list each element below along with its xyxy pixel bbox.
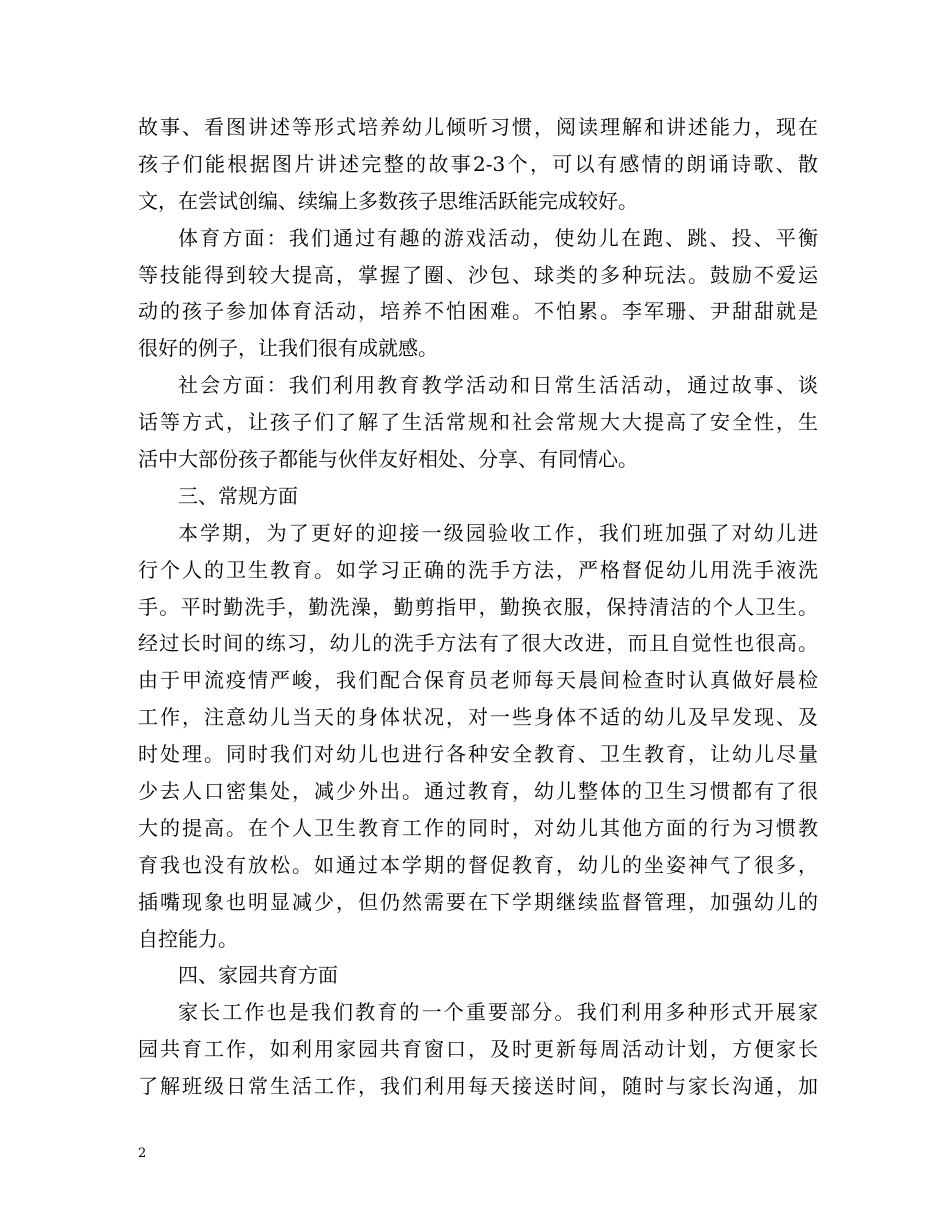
text-line: 插嘴现象也明显减少，但仍然需要在下学期继续监督管理，加强幼儿的	[138, 889, 818, 914]
text-line: 文，在尝试创编、续编上多数孩子思维活跃能完成较好。	[138, 188, 638, 213]
text-line: 工作，注意幼儿当天的身体状况，对一些身体不适的幼儿及早发现、及	[138, 705, 818, 730]
text-line: 很好的例子，让我们很有成就感。	[138, 336, 438, 361]
text-line: 孩子们能根据图片讲述完整的故事2-3个，可以有感情的朗诵诗歌、散	[138, 151, 818, 176]
body-text	[138, 109, 818, 1105]
page-number: 2	[138, 1146, 147, 1161]
section-heading: 四、家园共育方面	[178, 963, 338, 988]
text-line: 少去人口密集处，减少外出。通过教育，幼儿整体的卫生习惯都有了很	[138, 779, 818, 804]
text-line: 故事、看图讲述等形式培养幼儿倾听习惯，阅读理解和讲述能力，现在	[138, 115, 818, 139]
text-line: 本学期，为了更好的迎接一级园验收工作，我们班加强了对幼儿进	[178, 520, 818, 545]
text-line: 大的提高。在个人卫生教育工作的同时，对幼儿其他方面的行为习惯教	[138, 815, 818, 840]
text-line: 等技能得到较大提高，掌握了圈、沙包、球类的多种玩法。鼓励不爱运	[138, 262, 818, 287]
text-line: 活中大部份孩子都能与伙伴友好相处、分享、有同情心。	[138, 447, 638, 472]
text-line: 行个人的卫生教育。如学习正确的洗手方法，严格督促幼儿用洗手液洗	[138, 557, 818, 582]
text-line: 育我也没有放松。如通过本学期的督促教育，幼儿的坐姿神气了很多，	[138, 852, 818, 877]
text-line: 家长工作也是我们教育的一个重要部分。我们利用多种形式开展家	[178, 1000, 818, 1025]
text-line: 自控能力。	[138, 926, 238, 951]
text-line: 体育方面：我们通过有趣的游戏活动，使幼儿在跑、跳、投、平衡	[178, 225, 818, 250]
text-line: 由于甲流疫情严峻，我们配合保育员老师每天晨间检查时认真做好晨检	[138, 668, 818, 693]
text-line: 了解班级日常生活工作，我们利用每天接送时间，随时与家长沟通，加	[138, 1074, 818, 1099]
text-line: 社会方面：我们利用教育教学活动和日常生活活动，通过故事、谈	[178, 373, 818, 398]
section-heading: 三、常规方面	[178, 483, 298, 508]
text-line: 时处理。同时我们对幼儿也进行各种安全教育、卫生教育，让幼儿尽量	[138, 742, 818, 767]
text-line: 动的孩子参加体育活动，培养不怕困难。不怕累。李军珊、尹甜甜就是	[138, 299, 818, 324]
text-line: 经过长时间的练习，幼儿的洗手方法有了很大改进，而且自觉性也很高。	[138, 631, 818, 656]
text-line: 手。平时勤洗手，勤洗澡，勤剪指甲，勤换衣服，保持清洁的个人卫生。	[138, 594, 818, 619]
text-line: 话等方式，让孩子们了解了生活常规和社会常规大大提高了安全性，生	[138, 410, 818, 435]
text-line: 园共育工作，如利用家园共育窗口，及时更新每周活动计划，方便家长	[138, 1037, 818, 1062]
